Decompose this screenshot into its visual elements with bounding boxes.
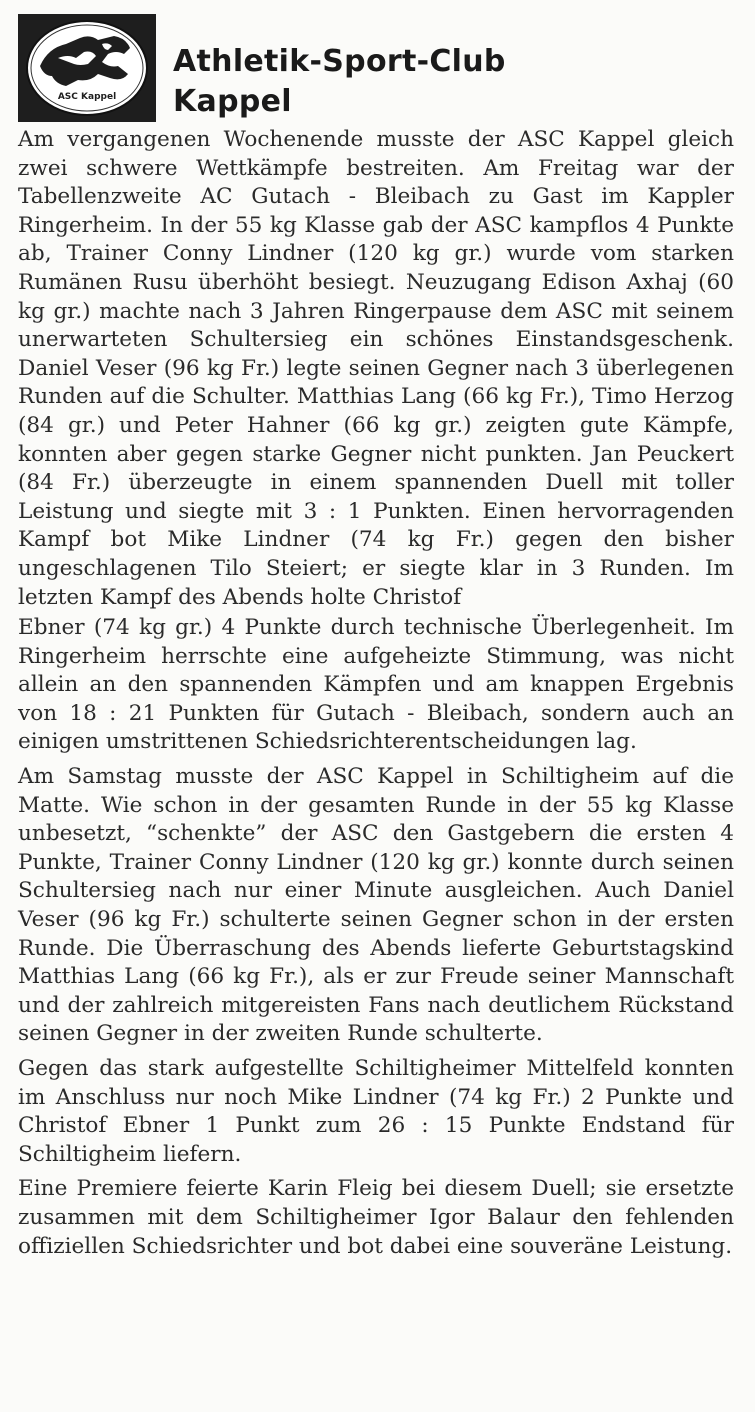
- paragraph-friday-result: Ebner (74 kg gr.) 4 Punkte durch technische Überlegenheit. Im Ringerheim herrschte eine aufgeheizte Stimmung, was nicht allein an den spannenden Kämpfen und am knappen Ergebnis von 18 : 21 Punkten für Gutach - Bleibach, sondern auch an einigen umstrittenen Schiedsrichterentscheidungen lag.: [18, 615, 734, 755]
- article-header: [18, 14, 738, 124]
- page-title: [173, 42, 506, 122]
- title-line-2: Kappel: [173, 84, 292, 119]
- title-line-1: Athletik-Sport-Club: [173, 44, 506, 79]
- paragraph-saturday-result: Gegen das stark aufgestellte Schiltigheimer Mittelfeld konnten im Anschluss nur noch Mike Lindner (74 kg Fr.) 2 Punkte und Christof Ebner 1 Punkt zum 26 : 15 Punkte Endstand für Schiltigheim liefern.: [18, 1056, 734, 1167]
- article-body: [18, 126, 734, 1261]
- wrestlers-logo-icon: [18, 14, 156, 122]
- paragraph-referee-premiere: Eine Premiere feierte Karin Fleig bei diesem Duell; sie ersetzte zusammen mit dem Schiltigheimer Igor Balaur den fehlenden offiziellen Schiedsrichter und bot dabei eine souveräne Leistung.: [18, 1176, 734, 1259]
- paragraph-friday-match: Am vergangenen Wochenende musste der ASC Kappel gleich zwei schwere Wettkämpfe bestreiten. Am Freitag war der Tabellenzweite AC Gutach - Bleibach zu Gast im Kappler Ringerheim. In der 55 kg Klasse gab der ASC kampflos 4 Punkte ab, Trainer Conny Lindner (120 kg gr.) wurde vom starken Rumänen Rusu überhöht besiegt. Neuzugang Edison Axhaj (60 kg gr.) machte nach 3 Jahren Ringerpause dem ASC mit seinem unerwarteten Schultersieg ein schönes Einstandsgeschenk. Daniel Veser (96 kg Fr.) legte seinen Gegner nach 3 überlegenen Runden auf die Schulter. Matthias Lang (66 kg Fr.), Timo Herzog (84 gr.) und Peter Hahner (66 kg gr.) zeigten gute Kämpfe, konnten aber gegen starke Gegner nicht punkten. Jan Peuckert (84 Fr.) überzeugte in einem spannenden Duell mit toller Leistung und siegte mit 3 : 1 Punkten. Einen hervorragenden Kampf bot Mike Lindner (74 kg Fr.) gegen den bisher ungeschlagenen Tilo Steiert; er siegte klar in 3 Runden. Im letzten Kampf des Abends holte Christof: [18, 127, 734, 610]
- paragraph-saturday-match: Am Samstag musste der ASC Kappel in Schiltigheim auf die Matte. Wie schon in der gesamten Runde in der 55 kg Klasse unbesetzt, “schenkte” der ASC den Gastgebern die ersten 4 Punkte, Trainer Conny Lindner (120 kg gr.) konnte durch seinen Schultersieg nach nur einer Minute ausgleichen. Auch Daniel Veser (96 kg Fr.) schulterte seinen Gegner schon in der ersten Runde. Die Überraschung des Abends lieferte Geburtstagskind Matthias Lang (66 kg Fr.), als er zur Freude seiner Mannschaft und der zahlreich mitgereisten Fans nach deutlichem Rückstand seinen Gegner in der zweiten Runde schulterte.: [18, 764, 734, 1047]
- logo-caption: ASC Kappel: [57, 92, 117, 102]
- club-logo: [18, 14, 156, 122]
